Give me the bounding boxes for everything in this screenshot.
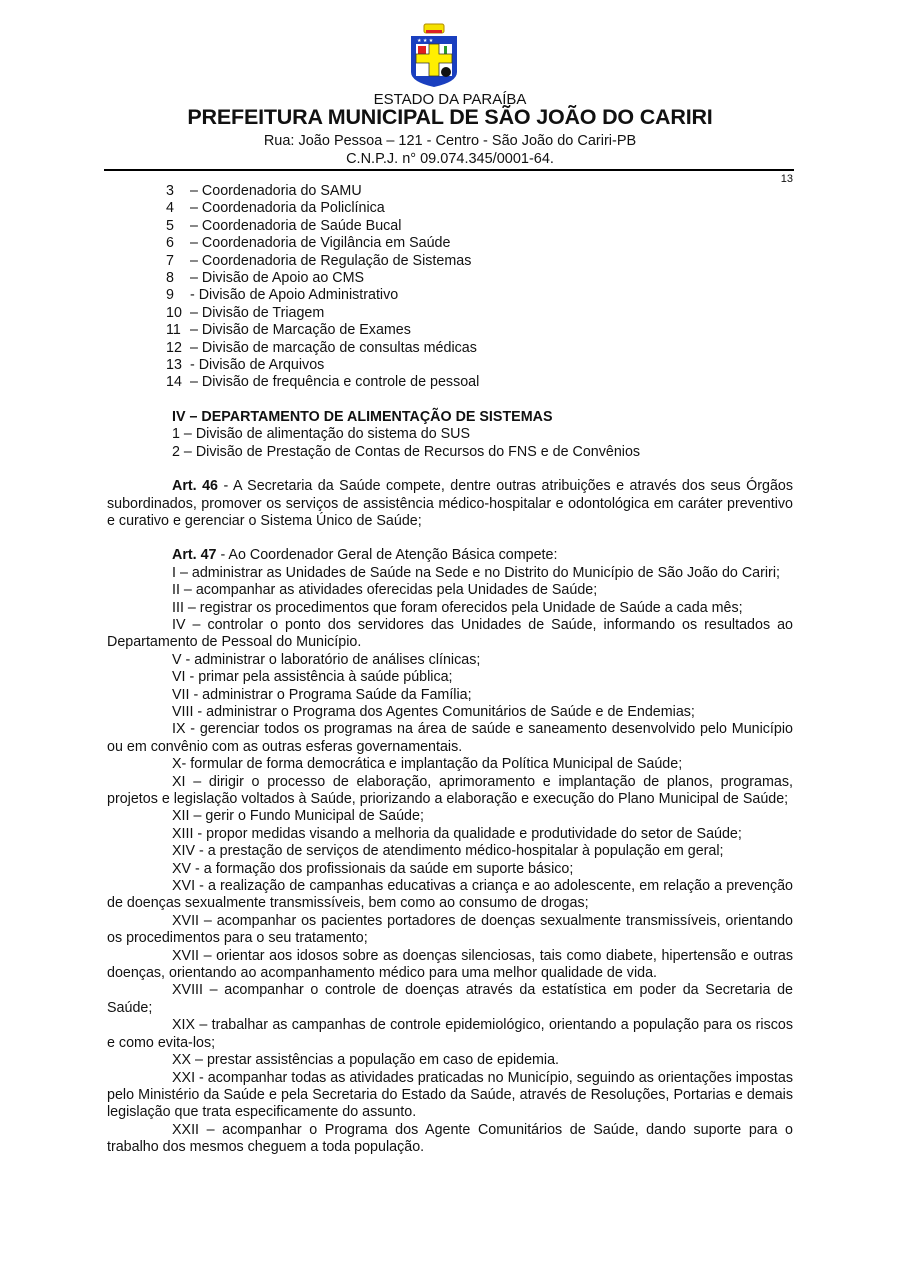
division-item (107, 235, 793, 252)
item-number: 13 (166, 357, 182, 374)
item-number: 11 (166, 322, 181, 339)
item-number: 12 (166, 339, 182, 356)
item-number: 10 (166, 304, 182, 321)
item-text: – Coordenadoria da Policlínica (190, 200, 385, 217)
division-item (107, 340, 793, 357)
page-number: 13 (780, 173, 793, 185)
article-clause: II – acompanhar as atividades oferecidas pela Unidades de Saúde; (172, 582, 598, 599)
article-clause: XV - a formação dos profissionais da saúde em suporte básico; (172, 860, 574, 877)
division-item (107, 253, 793, 270)
article-clause: X- formular de forma democrática e implantação da Política Municipal de Saúde; (172, 756, 683, 773)
article-clause: VIII - administrar o Programa dos Agentes Comunitários de Saúde e de Endemias; (172, 703, 695, 720)
division-item (107, 183, 793, 200)
article-clause: XX – prestar assistências a população em caso de epidemia. (172, 1052, 560, 1069)
division-item (107, 322, 793, 339)
article-clause: XIX – trabalhar as campanhas de controle epidemiológico, orientando a população para os riscos e como evita-los; (107, 1017, 793, 1051)
division-item (107, 357, 793, 374)
svg-text:★ ★ ★: ★ ★ ★ (417, 38, 434, 44)
article-47 (107, 547, 793, 564)
item-text: – Divisão de marcação de consultas médicas (190, 339, 477, 356)
item-number: 4 (166, 200, 174, 217)
item-number: 6 (166, 235, 174, 252)
item-text: – Divisão de frequência e controle de pessoal (190, 374, 480, 391)
division-list (107, 183, 793, 392)
article-clause: XVII – acompanhar os pacientes portadores de doenças sexualmente transmissíveis, orientando os procedimentos para o seu tratamento; (107, 912, 793, 947)
municipality-title: PREFEITURA MUNICIPAL DE SÃO JOÃO DO CARIRI (187, 105, 713, 129)
article-46 (107, 478, 793, 530)
cnpj: C.N.P.J. n° 09.074.345/0001-64. (346, 151, 554, 167)
state-name: ESTADO DA PARAÍBA (373, 91, 527, 108)
article-clause: V - administrar o laboratório de análises clínicas; (172, 651, 481, 668)
item-text: – Coordenadoria de Vigilância em Saúde (190, 235, 451, 252)
article-clause: XVII – orientar aos idosos sobre as doenças silenciosas, tais como diabete, hipertensão e outras doenças, orientando ao acompanhamento médico para uma melhor qualidade de vida. (107, 947, 793, 982)
item-number: 7 (166, 252, 174, 269)
division-item (107, 270, 793, 287)
article-clause: IX - gerenciar todos os programas na área de saúde e saneamento desenvolvido pelo Município ou em convênio com as outras esferas governamentais. (107, 721, 793, 755)
article-clause: XVI - a realização de campanhas educativas a criança e ao adolescente, em relação a prevenção de doenças sexualmente transmissíveis, bem como ao consumo de drogas; (107, 878, 793, 912)
division-item (107, 218, 793, 235)
item-text: – Coordenadoria do SAMU (190, 183, 362, 199)
item-text: – Coordenadoria de Saúde Bucal (190, 217, 402, 234)
item-text: - Divisão de Arquivos (190, 357, 325, 374)
division-item (107, 287, 793, 304)
article-clause: XIII - propor medidas visando a melhoria da qualidade e produtividade do setor de Saúde; (172, 825, 742, 842)
article-text: - A Secretaria da Saúde compete, dentre outras atribuições e através dos seus Órgãos subordinados, promover os serviços de assistência médico-hospitalar e odontológica em caráter preventivo e curativo e gerenciar o Sistema Único de Saúde; (107, 478, 794, 529)
department-heading: IV – DEPARTAMENTO DE ALIMENTAÇÃO DE SISTEMAS (172, 408, 553, 425)
header-divider (104, 169, 794, 171)
address: Rua: João Pessoa – 121 - Centro - São João do Cariri-PB (263, 133, 637, 149)
document-body (107, 183, 793, 1157)
article-clause: I – administrar as Unidades de Saúde na Sede e no Distrito do Município de São João do Cariri; (172, 564, 780, 581)
item-text: – Divisão de Marcação de Exames (190, 322, 411, 339)
item-text: – Divisão de Triagem (190, 304, 325, 321)
article-label: Art. 47 (172, 547, 217, 564)
department-item: 1 – Divisão de alimentação do sistema do SUS (172, 426, 471, 443)
item-number: 9 (166, 287, 174, 304)
department-item: 2 – Divisão de Prestação de Contas de Recursos do FNS e de Convênios (172, 443, 641, 460)
article-text: - Ao Coordenador Geral de Atenção Básica compete: (216, 547, 558, 564)
article-clause: XXI - acompanhar todas as atividades praticadas no Município, seguindo as orientações impostas pelo Ministério da Saúde e pela Secretaria do Estado da Saúde, através de Resoluções, Portarias e demais legislação que trata especificamente do assunto. (107, 1069, 793, 1121)
article-47-items (107, 565, 793, 1157)
article-clause: VII - administrar o Programa Saúde da Família; (172, 686, 472, 703)
article-clause: III – registrar os procedimentos que foram oferecidos pela Unidade de Saúde a cada mês; (172, 599, 743, 616)
item-number: 8 (166, 270, 174, 287)
item-text: – Divisão de Apoio ao CMS (190, 270, 365, 287)
article-clause: VI - primar pela assistência à saúde pública; (172, 669, 453, 686)
item-text: – Coordenadoria de Regulação de Sistemas (190, 252, 472, 269)
article-clause: XIV - a prestação de serviços de atendimento médico-hospitalar à população em geral; (172, 843, 724, 860)
item-number: 14 (166, 374, 182, 391)
division-item (107, 305, 793, 322)
article-clause: XVIII – acompanhar o controle de doenças através da estatística em poder da Secretaria de Saúde; (107, 982, 793, 1016)
article-label: Art. 46 (172, 478, 219, 495)
article-clause: IV – controlar o ponto dos servidores das Unidades de Saúde, informando os resultados ao Departamento de Pessoal do Município. (107, 616, 793, 651)
division-item (107, 374, 793, 391)
article-clause: XI – dirigir o processo de elaboração, aprimoramento e implantação de planos, programas, projetos e legislação voltados à Saúde, priorizando a elaboração e execução do Plano Municipal de Saúde; (107, 773, 793, 807)
article-clause: XXII – acompanhar o Programa dos Agente Comunitários de Saúde, dando suporte para o trabalho dos mesmos cheguem a toda população. (107, 1121, 793, 1156)
item-number: 5 (166, 217, 174, 234)
item-number: 3 (166, 183, 174, 199)
article-clause: XII – gerir o Fundo Municipal de Saúde; (172, 808, 424, 825)
municipal-coat-of-arms-icon (408, 22, 460, 88)
division-item (107, 200, 793, 217)
item-text: - Divisão de Apoio Administrativo (190, 287, 399, 304)
